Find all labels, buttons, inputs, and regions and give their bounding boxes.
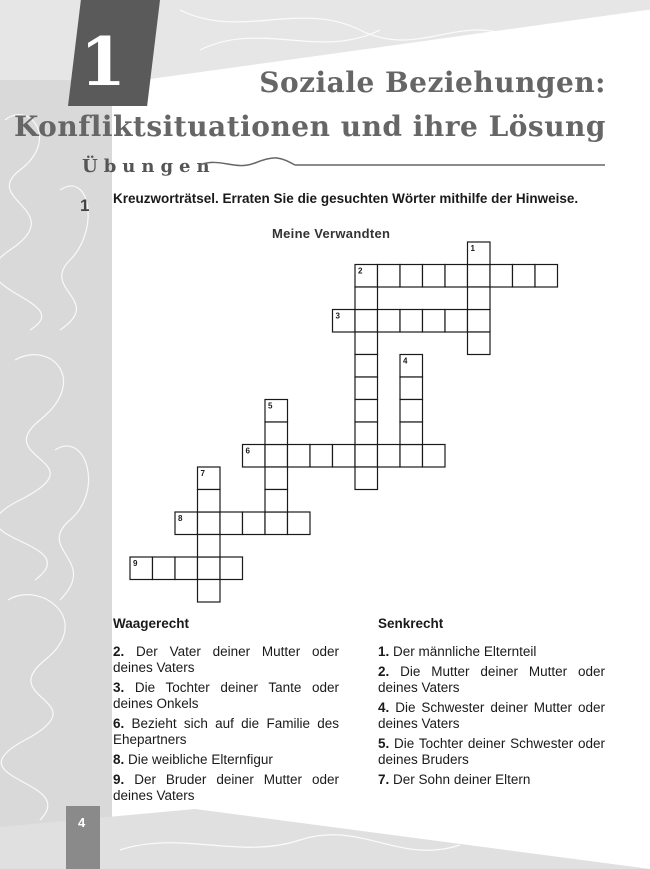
clue-item: 5. Die Tochter deiner Schwester oder deines Bruders — [378, 736, 605, 767]
crossword-cell — [400, 310, 423, 333]
crossword-cell — [355, 467, 378, 490]
crossword-cell — [355, 400, 378, 423]
clue-item: 7. Der Sohn deiner Eltern — [378, 772, 531, 787]
clue-item: 3. Die Tochter deiner Tante oder deines Onkels — [113, 680, 339, 711]
clue-item: 8. Die weibliche Elternfigur — [113, 752, 273, 767]
crossword-cell — [265, 490, 288, 513]
crossword-cell — [355, 310, 378, 333]
crossword-cell — [513, 265, 536, 288]
crossword-cell — [468, 265, 491, 288]
crossword-clue-number: 5 — [268, 401, 273, 411]
crossword-cell — [153, 557, 176, 580]
crossword-cell — [310, 445, 333, 468]
crossword-cell — [378, 445, 401, 468]
crossword-cell — [355, 377, 378, 400]
crossword-cell — [490, 265, 513, 288]
crossword-clue-number: 9 — [133, 559, 138, 568]
crossword-cell — [468, 287, 491, 310]
page-title-line1: Soziale Beziehungen: — [259, 66, 606, 99]
page-number: 4 — [78, 815, 86, 830]
crossword-clue-number: 6 — [245, 446, 250, 456]
clue-item: 2. Der Vater deiner Mutter oder deines Vaters — [113, 644, 339, 675]
crossword-cell — [468, 332, 491, 355]
crossword-title: Meine Verwandten — [272, 226, 391, 241]
crossword-cell — [198, 557, 221, 580]
crossword-cell — [288, 512, 311, 535]
crossword-cell — [198, 535, 221, 558]
crossword-cell — [355, 355, 378, 378]
page-title-line2: Konfliktsituationen und ihre Lösung — [13, 110, 606, 143]
crossword-cell — [288, 445, 311, 468]
crossword-clue-number: 7 — [200, 469, 205, 478]
crossword-cell — [355, 287, 378, 310]
crossword-cell — [400, 377, 423, 400]
crossword-cell — [400, 422, 423, 445]
across-heading: Waagerecht — [113, 616, 190, 631]
crossword-cell — [423, 310, 446, 333]
crossword-cell — [400, 445, 423, 468]
chapter-number: 1 — [80, 23, 126, 101]
crossword-clue-number: 2 — [358, 266, 363, 276]
crossword-cell — [175, 557, 198, 580]
crossword-cell — [355, 332, 378, 355]
exercise-number: 1 — [80, 196, 90, 215]
crossword-cell — [265, 422, 288, 445]
crossword-clue-number: 4 — [403, 356, 408, 366]
crossword-cell — [535, 265, 558, 288]
crossword-clue-number: 3 — [335, 311, 340, 321]
crossword-cell — [220, 512, 243, 535]
crossword-clue-number: 8 — [178, 514, 183, 523]
crossword-cell — [378, 310, 401, 333]
crossword-cell — [265, 467, 288, 490]
crossword-cell — [265, 445, 288, 468]
crossword-cell — [198, 490, 221, 513]
clue-item: 4. Die Schwester deiner Mutter oder deines Vaters — [378, 700, 605, 731]
crossword-cell — [265, 512, 288, 535]
crossword-cell — [355, 445, 378, 468]
crossword-cell — [378, 265, 401, 288]
crossword-cell — [220, 557, 243, 580]
down-heading: Senkrecht — [378, 616, 444, 631]
crossword-cell — [468, 310, 491, 333]
crossword-cell — [423, 265, 446, 288]
clue-item: 6. Bezieht sich auf die Familie des Ehepartners — [113, 716, 339, 747]
crossword-cell — [445, 265, 468, 288]
crossword-cell — [423, 445, 446, 468]
section-label: Übungen — [82, 156, 216, 177]
crossword-cell — [243, 512, 266, 535]
crossword-cell — [400, 265, 423, 288]
crossword-cell — [400, 400, 423, 423]
crossword-cell — [445, 310, 468, 333]
exercise-instruction: Kreuzworträtsel. Erraten Sie die gesuchten Wörter mithilfe der Hinweise. — [113, 191, 579, 206]
crossword-cell — [198, 580, 221, 603]
crossword-cell — [198, 512, 221, 535]
crossword-cell — [333, 445, 356, 468]
clue-item: 9. Der Bruder deiner Mutter oder deines Vaters — [113, 772, 339, 803]
crossword-cell — [355, 422, 378, 445]
clue-item: 2. Die Mutter deiner Mutter oder deines Vaters — [378, 664, 605, 695]
across-clues — [113, 616, 339, 808]
crossword-clue-number: 1 — [470, 244, 475, 253]
down-clues — [378, 616, 605, 792]
clue-item: 1. Der männliche Elternteil — [378, 644, 537, 659]
